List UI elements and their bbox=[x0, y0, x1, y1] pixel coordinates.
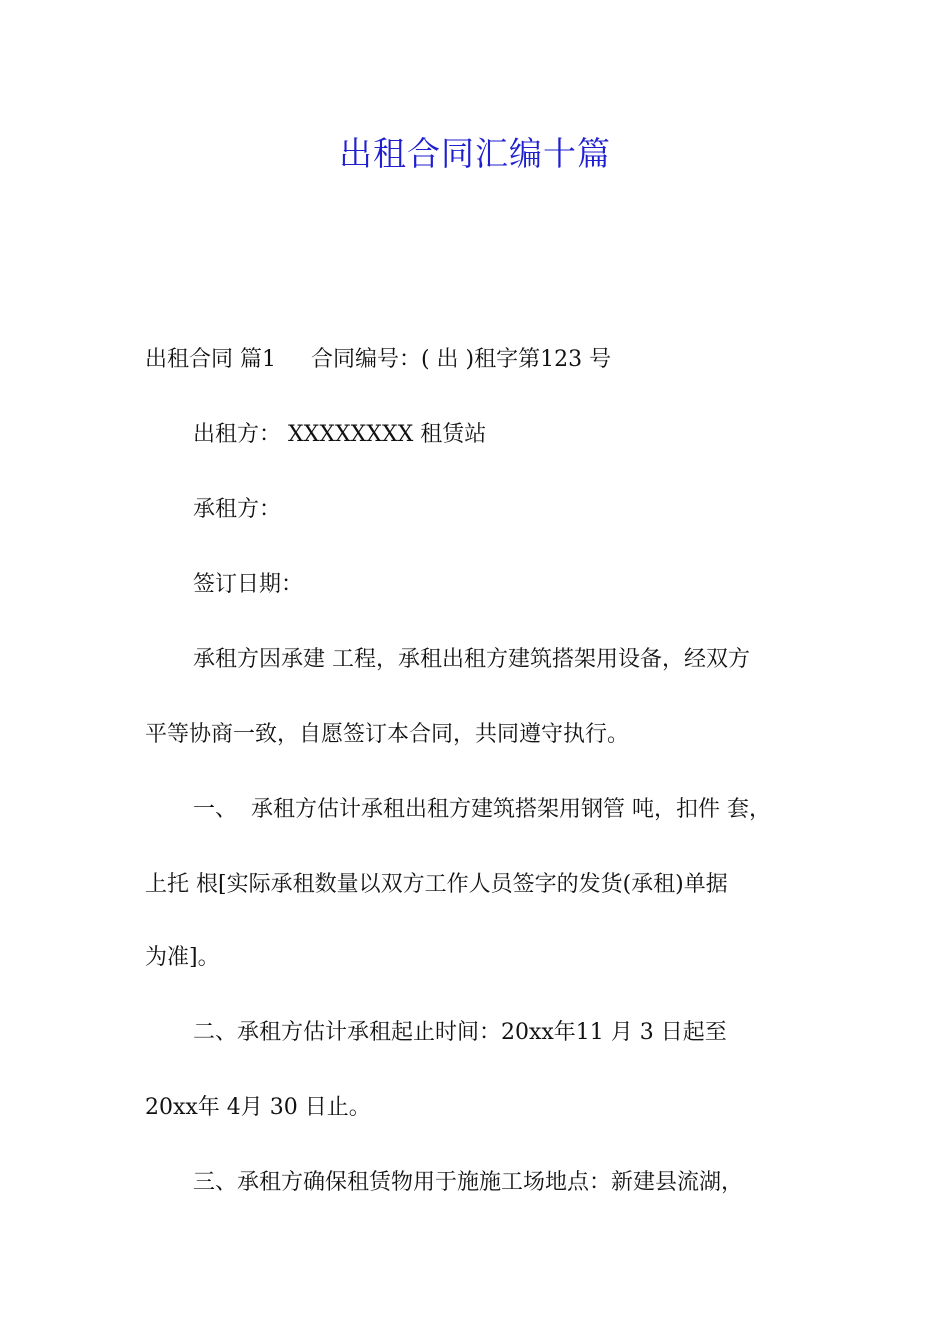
paragraph-lessee: 承租方： bbox=[193, 497, 282, 522]
paragraph-preamble-line-2: 平等协商一致，自愿签订本合同，共同遵守执行。 bbox=[145, 722, 630, 747]
document-title: 出租合同汇编十篇 bbox=[339, 134, 611, 173]
clause-2-line-1: 二、承租方估计承租起止时间：20xx年11 月 3 日起至 bbox=[193, 1020, 727, 1045]
clause-1-line-1: 一、 承租方估计承租出租方建筑搭架用钢管 吨，扣件 套， bbox=[193, 797, 771, 822]
clause-1-line-3: 为准]。 bbox=[145, 945, 220, 970]
paragraph-lessor: 出租方： XXXXXXXX 租赁站 bbox=[193, 422, 487, 447]
clause-2-line-2: 20xx年 4月 30 日止。 bbox=[145, 1095, 371, 1120]
paragraph-signing-date: 签订日期： bbox=[193, 572, 304, 597]
paragraph-preamble-line-1: 承租方因承建 工程，承租出租方建筑搭架用设备，经双方 bbox=[193, 647, 750, 672]
clause-1-line-2: 上托 根[实际承租数量以双方工作人员签字的发货(承租)单据 bbox=[145, 872, 728, 897]
paragraph-contract-header: 出租合同 篇1 合同编号：( 出 )租字第123 号 bbox=[145, 347, 612, 372]
clause-3-line-1: 三、承租方确保租赁物用于施施工场地点：新建县流湖， bbox=[193, 1170, 744, 1195]
